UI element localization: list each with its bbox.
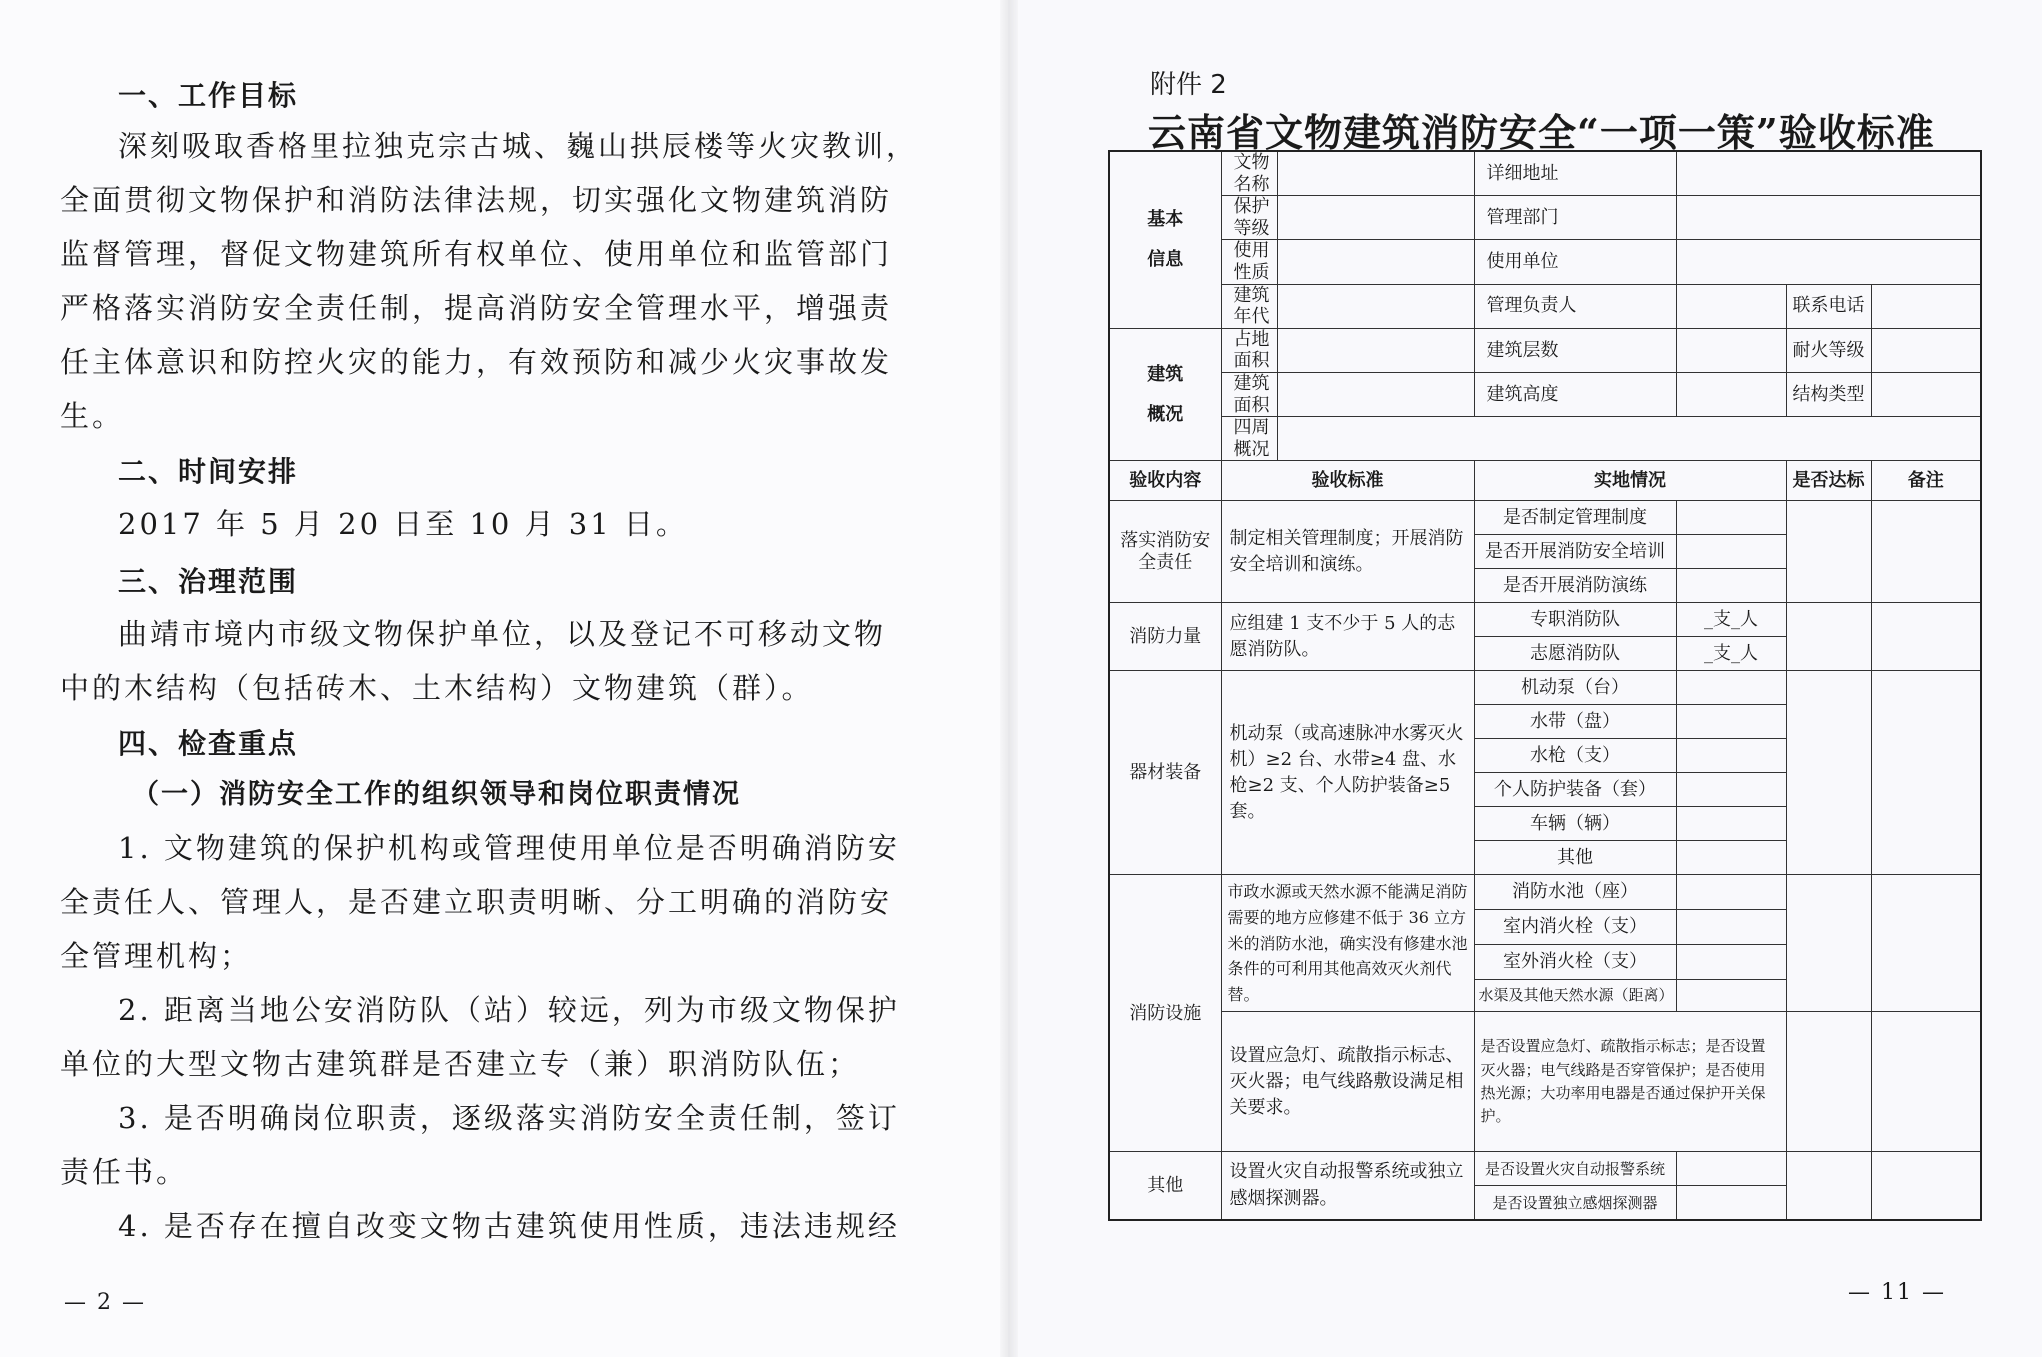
item-value-cell: [1676, 501, 1786, 535]
item-value-cell: [1676, 739, 1786, 773]
value-cell: [1676, 240, 1981, 284]
item-cell: 水渠及其他天然水源（距离）: [1474, 979, 1676, 1012]
section3-heading: 三、治理范围: [118, 565, 299, 598]
item-value-cell: _支_人: [1676, 637, 1786, 671]
building-group-label: 建筑: [1147, 363, 1184, 385]
label-cell: 使用单位: [1474, 240, 1676, 284]
item1-line: 1. 文物建筑的保护机构或管理使用单位是否明确消防安: [118, 831, 900, 865]
compliant-cell: [1786, 1012, 1871, 1152]
standard-cell: 设置应急灯、疏散指示标志、灭火器；电气线路敷设满足相关要求。: [1221, 1012, 1474, 1152]
label-cell: 使用性质: [1221, 240, 1277, 284]
item-value-cell: [1676, 1186, 1786, 1220]
section1-heading: 一、工作目标: [118, 79, 299, 112]
item-cell: 是否制定管理制度: [1474, 501, 1676, 535]
section1-line: 严格落实消防安全责任制，提高消防安全管理水平，增强责: [60, 291, 893, 325]
item3-line: 3. 是否明确岗位职责，逐级落实消防安全责任制，签订: [118, 1101, 900, 1135]
basic-info-group-cell: [1109, 151, 1221, 328]
label-cell: 建筑层数: [1474, 328, 1676, 372]
section1-line: 全面贯彻文物保护和消防法律法规，切实强化文物建筑消防: [60, 183, 893, 217]
item-value-cell: [1676, 569, 1786, 603]
label-cell: 管理部门: [1474, 196, 1676, 240]
label-cell: 文物名称: [1221, 151, 1277, 196]
compliant-cell: [1786, 875, 1871, 1012]
item-cell: 是否设置火灾自动报警系统: [1474, 1152, 1676, 1186]
note-cell: [1871, 875, 1981, 1012]
content-cell: 落实消防安全责任: [1109, 501, 1221, 603]
label-cell: 联系电话: [1786, 284, 1871, 328]
compliant-cell: [1786, 501, 1871, 603]
basic-group-label: 信息: [1147, 248, 1184, 270]
item-cell: 车辆（辆）: [1474, 807, 1676, 841]
note-cell: [1871, 671, 1981, 875]
item-cell: 志愿消防队: [1474, 637, 1676, 671]
value-cell: [1676, 196, 1981, 240]
item3-line: 责任书。: [60, 1155, 189, 1189]
item-cell: 室外消火栓（支）: [1474, 944, 1676, 979]
note-cell: [1871, 603, 1981, 671]
value-cell: [1277, 417, 1981, 461]
acceptance-standard-table: [1108, 150, 1982, 1221]
value-cell: [1277, 328, 1474, 372]
item-cell: 机动泵（台）: [1474, 671, 1676, 705]
item4-line: 4. 是否存在擅自改变文物古建筑使用性质，违法违规经: [118, 1209, 900, 1243]
content-cell: 消防力量: [1109, 603, 1221, 671]
item-cell: 专职消防队: [1474, 603, 1676, 637]
item-value-cell: [1676, 841, 1786, 875]
document-title: 云南省文物建筑消防安全“一项一策”验收标准: [1148, 110, 1935, 155]
label-cell: 建筑年代: [1221, 284, 1277, 328]
note-cell: [1871, 501, 1981, 603]
standard-cell: 设置火灾自动报警系统或独立感烟探测器。: [1221, 1152, 1474, 1220]
table-row: [1109, 1152, 1981, 1186]
standard-cell: 制定相关管理制度；开展消防安全培训和演练。: [1221, 501, 1474, 603]
label-cell: 四周概况: [1221, 417, 1277, 461]
section3-line: 曲靖市境内市级文物保护单位，以及登记不可移动文物: [118, 617, 887, 651]
page-fold: [1000, 0, 1018, 1357]
table-header-row: [1109, 461, 1981, 501]
header-actual: 实地情况: [1474, 461, 1786, 501]
value-cell: [1871, 372, 1981, 416]
basic-group-label: 基本: [1147, 209, 1184, 231]
item-cell: 室内消火栓（支）: [1474, 910, 1676, 945]
item-value-cell: [1676, 535, 1786, 569]
item-value-cell: [1676, 671, 1786, 705]
label-cell: 建筑高度: [1474, 372, 1676, 416]
item-cell: 其他: [1474, 841, 1676, 875]
table-row: [1109, 284, 1981, 328]
content-cell: 其他: [1109, 1152, 1221, 1220]
table-row: [1109, 875, 1981, 910]
label-cell: 详细地址: [1474, 151, 1676, 196]
table-row: [1109, 372, 1981, 416]
compliant-cell: [1786, 603, 1871, 671]
label-cell: 管理负责人: [1474, 284, 1676, 328]
compliant-cell: [1786, 1152, 1871, 1220]
value-cell: [1871, 328, 1981, 372]
table-row: [1109, 196, 1981, 240]
item-cell: 水带（盘）: [1474, 705, 1676, 739]
item-value-cell: [1676, 807, 1786, 841]
item-cell: 是否开展消防演练: [1474, 569, 1676, 603]
item2-line: 2. 距离当地公安消防队（站）较远，列为市级文物保护: [118, 993, 900, 1027]
right-page-number: — 11 —: [1848, 1280, 1946, 1305]
section2-text: 2017 年 5 月 20 日至 10 月 31 日。: [118, 507, 688, 541]
item-cell: 水枪（支）: [1474, 739, 1676, 773]
value-cell: [1277, 372, 1474, 416]
item2-line: 单位的大型文物古建筑群是否建立专（兼）职消防队伍；: [60, 1047, 861, 1081]
label-cell: 结构类型: [1786, 372, 1871, 416]
compliant-cell: [1786, 671, 1871, 875]
item-cell: 个人防护装备（套）: [1474, 773, 1676, 807]
content-cell: 器材装备: [1109, 671, 1221, 875]
item1-line: 全责任人、管理人，是否建立职责明晰、分工明确的消防安: [60, 885, 893, 919]
table-row: [1109, 603, 1981, 637]
table-row: [1109, 417, 1981, 461]
section1-line: 生。: [60, 399, 125, 433]
value-cell: [1871, 284, 1981, 328]
item-cell: 消防水池（座）: [1474, 875, 1676, 910]
standard-cell: 机动泵（或高速脉冲水雾灭火机）≥2 台、水带≥4 盘、水枪≥2 支、个人防护装备≥5 套。: [1221, 671, 1474, 875]
value-cell: [1277, 240, 1474, 284]
item-value-cell: [1676, 944, 1786, 979]
value-cell: [1676, 151, 1981, 196]
note-cell: [1871, 1152, 1981, 1220]
subsection1-heading: （一）消防安全工作的组织领导和岗位职责情况: [132, 779, 741, 810]
item-value-cell: _支_人: [1676, 603, 1786, 637]
label-cell: 建筑面积: [1221, 372, 1277, 416]
table-row: [1109, 501, 1981, 535]
item-value-cell: [1676, 705, 1786, 739]
left-page-number: — 2 —: [64, 1290, 146, 1315]
item-value-cell: [1676, 1152, 1786, 1186]
attachment-label: 附件 2: [1150, 70, 1227, 100]
value-cell: [1277, 151, 1474, 196]
section1-line: 监督管理，督促文物建筑所有权单位、使用单位和监管部门: [60, 237, 893, 271]
standard-cell: 市政水源或天然水源不能满足消防需要的地方应修建不低于 36 立方米的消防水池，确实没有修建水池条件的可利用其他高效灭火剂代替。: [1221, 875, 1474, 1012]
building-group-label: 概况: [1147, 403, 1184, 425]
header-standard: 验收标准: [1221, 461, 1474, 501]
item-value-cell: [1676, 910, 1786, 945]
item1-line: 全管理机构；: [60, 939, 253, 973]
section1-line: 深刻吸取香格里拉独克宗古城、巍山拱辰楼等火灾教训，: [118, 129, 919, 163]
header-note: 备注: [1871, 461, 1981, 501]
table-row: [1109, 240, 1981, 284]
label-cell: 耐火等级: [1786, 328, 1871, 372]
header-compliant: 是否达标: [1786, 461, 1871, 501]
section2-heading: 二、时间安排: [118, 455, 299, 488]
value-cell: [1676, 372, 1786, 416]
table-row: [1109, 328, 1981, 372]
value-cell: [1277, 284, 1474, 328]
item-value-cell: [1676, 875, 1786, 910]
section4-heading: 四、检查重点: [118, 727, 299, 760]
building-group-cell: [1109, 328, 1221, 461]
label-cell: 保护等级: [1221, 196, 1277, 240]
section3-line: 中的木结构（包括砖木、土木结构）文物建筑（群）。: [60, 671, 814, 705]
value-cell: [1676, 328, 1786, 372]
value-cell: [1676, 284, 1786, 328]
section1-line: 任主体意识和防控火灾的能力，有效预防和减少火灾事故发: [60, 345, 893, 379]
table-row: [1109, 151, 1981, 196]
header-content: 验收内容: [1109, 461, 1221, 501]
item-cell: 是否设置独立感烟探测器: [1474, 1186, 1676, 1220]
standard-cell: 应组建 1 支不少于 5 人的志愿消防队。: [1221, 603, 1474, 671]
item-value-cell: [1676, 773, 1786, 807]
item-cell: 是否开展消防安全培训: [1474, 535, 1676, 569]
note-cell: [1871, 1012, 1981, 1152]
item-value-cell: [1676, 979, 1786, 1012]
table-row: [1109, 1012, 1981, 1152]
item-cell: 是否设置应急灯、疏散指示标志；是否设置灭火器；电气线路是否穿管保护；是否使用热光源；大功率用电器是否通过保护开关保护。: [1474, 1012, 1786, 1152]
table-row: [1109, 671, 1981, 705]
content-cell: 消防设施: [1109, 875, 1221, 1152]
label-cell: 占地面积: [1221, 328, 1277, 372]
value-cell: [1277, 196, 1474, 240]
